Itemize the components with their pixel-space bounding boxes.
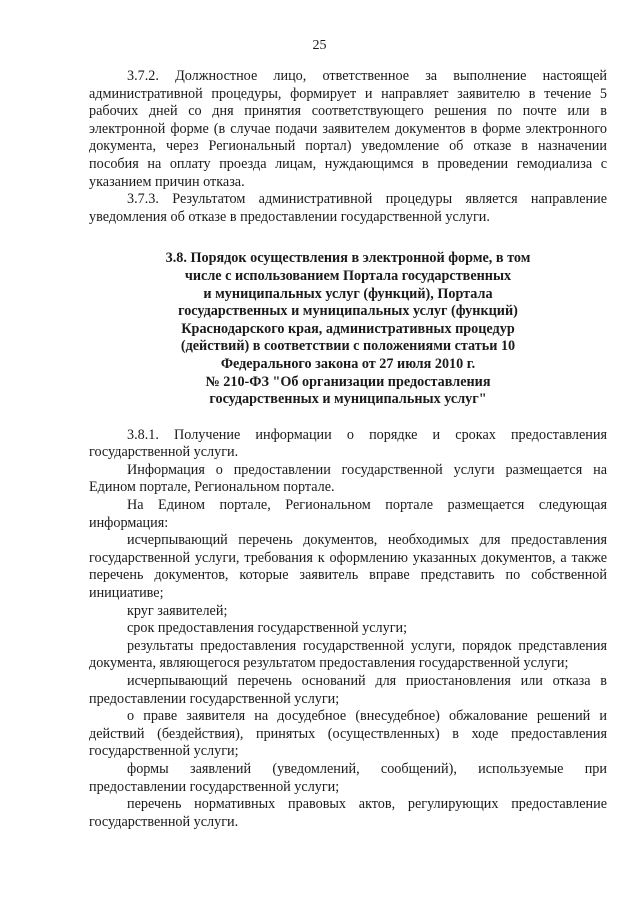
paragraph-3-7-3: 3.7.3. Результатом административной процедуры является направление уведомления об отказе в предоставлении государственной услуги. xyxy=(89,191,607,225)
heading-line: (действий) в соответствии с положениями статьи 10 xyxy=(180,338,516,355)
list-item-applicants: круг заявителей; xyxy=(127,602,228,619)
list-item-term: срок предоставления государственной услуги; xyxy=(127,620,408,637)
heading-line: числе с использованием Портала государственных xyxy=(184,267,512,284)
list-item-legal-acts: перечень нормативных правовых актов, регулирующих предоставление государственной услуги. xyxy=(89,796,607,830)
document-body xyxy=(89,68,607,831)
heading-line: государственных и муниципальных услуг" xyxy=(209,391,487,408)
page-number: 25 xyxy=(312,38,327,53)
section-heading-3-8 xyxy=(89,250,607,408)
heading-line: Федерального закона от 27 июля 2010 г. xyxy=(220,355,476,372)
paragraph-info-placement: Информация о предоставлении государственной услуги размещается на Едином портале, Региональном портале. xyxy=(89,461,607,496)
paragraph-portal-info-intro: На Едином портале, Региональном портале размещается следующая информация: xyxy=(89,497,607,531)
list-item-forms: формы заявлений (уведомлений, сообщений), используемые при предоставлении государственной услуги; xyxy=(89,760,607,795)
paragraph-3-8-1: 3.8.1. Получение информации о порядке и сроках предоставления государственной услуги. xyxy=(89,426,607,461)
list-item-results: результаты предоставления государственной услуги, порядок представления документа, являющегося результатом предоставления государственной услуги; xyxy=(89,637,607,672)
heading-line: Краснодарского края, административных процедур xyxy=(181,320,515,337)
heading-line: и муниципальных услуг (функций), Портала xyxy=(203,285,493,302)
list-item-documents: исчерпывающий перечень документов, необходимых для предоставления государственной услуги, требования к оформлению указанных документов, а также перечень документов, которые заявитель вправе представить по собственной инициативе; xyxy=(89,532,607,602)
list-item-appeal-rights: о праве заявителя на досудебное (внесудебное) обжалование решений и действий (бездействия), принятых (осуществленных) в ходе предоставления государственной услуги; xyxy=(89,708,607,760)
paragraph-3-7-2: 3.7.2. Должностное лицо, ответственное за выполнение настоящей административной процедуры, формирует и направляет заявителю в течение 5 рабочих дней со дня принятия соответствующего решения по почте или в электронной форме (в случае подачи заявителем документов в форме электронного документа, через Региональный портал) уведомление об отказе в назначении пособия на оплату проезда лицам, нуждающимся в проведении гемодиализа с указанием причин отказа. xyxy=(89,68,607,190)
heading-line: государственных и муниципальных услуг (функций) xyxy=(178,303,518,320)
heading-line: 3.8. Порядок осуществления в электронной форме, в том xyxy=(165,250,531,267)
list-item-grounds: исчерпывающий перечень оснований для приостановления или отказа в предоставлении государственной услуги; xyxy=(89,673,607,707)
heading-line: № 210-ФЗ "Об организации предоставления xyxy=(205,373,491,390)
